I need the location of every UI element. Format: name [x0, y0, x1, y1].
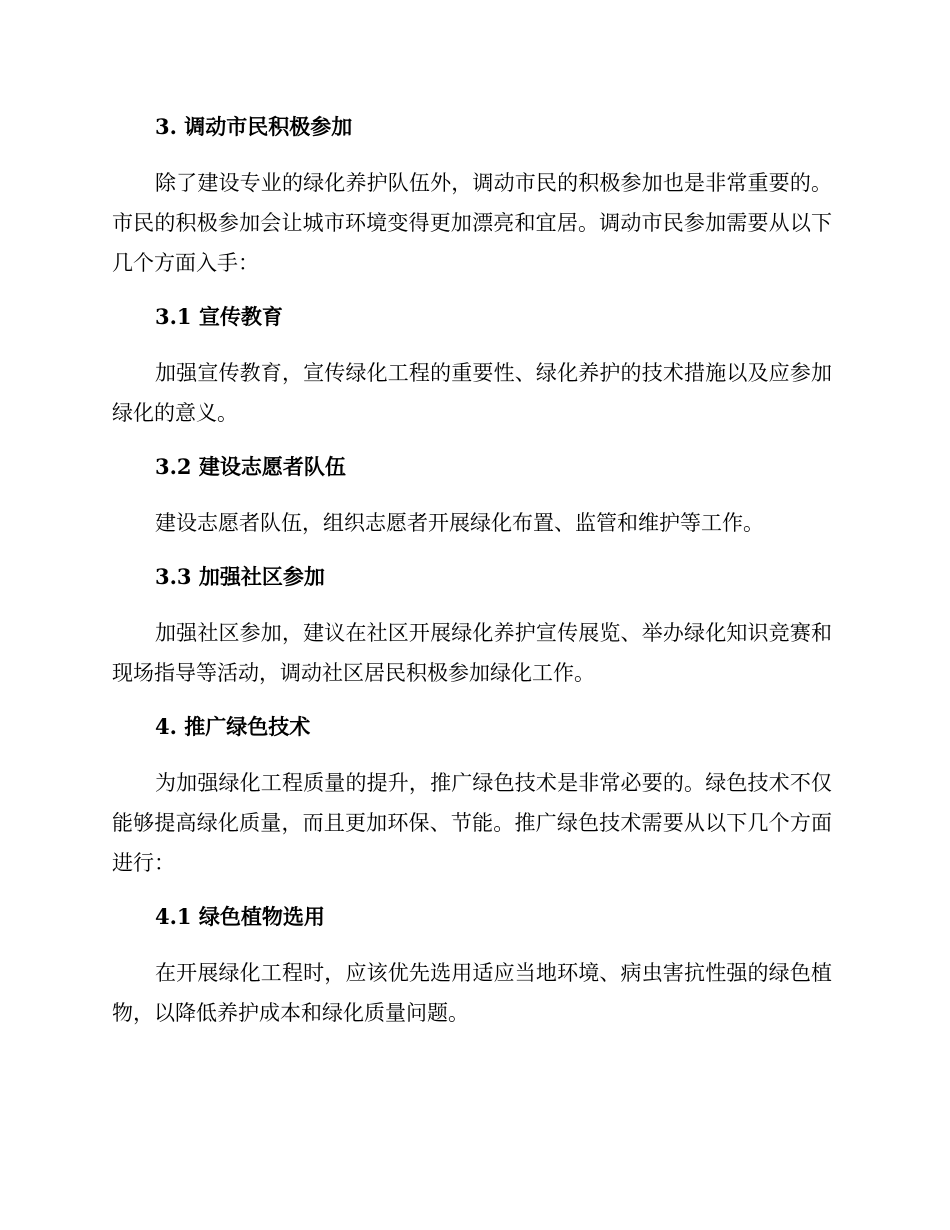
section-heading-4-1: 4.1 绿色植物选用: [155, 904, 325, 929]
section-heading-3: 3. 调动市民积极参加: [155, 114, 353, 139]
paragraph-3-intro: 除了建设专业的绿化养护队伍外，调动市民的积极参加也是非常重要的。市民的积极参加会让城市环境变得更加漂亮和宜居。调动市民参加需要从以下几个方面入手：: [112, 171, 832, 275]
paragraph-3-3: 加强社区参加，建议在社区开展绿化养护宣传展览、举办绿化知识竞赛和现场指导等活动，调动社区居民积极参加绿化工作。: [112, 621, 832, 685]
document-body: [112, 110, 832, 1050]
section-heading-3-3: 3.3 加强社区参加: [155, 564, 325, 589]
section-heading-3-2: 3.2 建设志愿者队伍: [155, 454, 346, 479]
paragraph-3-1: 加强宣传教育，宣传绿化工程的重要性、绿化养护的技术措施以及应参加绿化的意义。: [112, 361, 832, 425]
paragraph-4-intro: 为加强绿化工程质量的提升，推广绿色技术是非常必要的。绿色技术不仅能够提高绿化质量，而且更加环保、节能。推广绿色技术需要从以下几个方面进行：: [112, 771, 832, 875]
paragraph-3-2: 建设志愿者队伍，组织志愿者开展绿化布置、监管和维护等工作。: [155, 511, 764, 535]
section-heading-4: 4. 推广绿色技术: [155, 714, 311, 739]
section-heading-3-1: 3.1 宣传教育: [155, 304, 283, 329]
paragraph-4-1: 在开展绿化工程时，应该优先选用适应当地环境、病虫害抗性强的绿色植物，以降低养护成本和绿化质量问题。: [112, 961, 832, 1025]
